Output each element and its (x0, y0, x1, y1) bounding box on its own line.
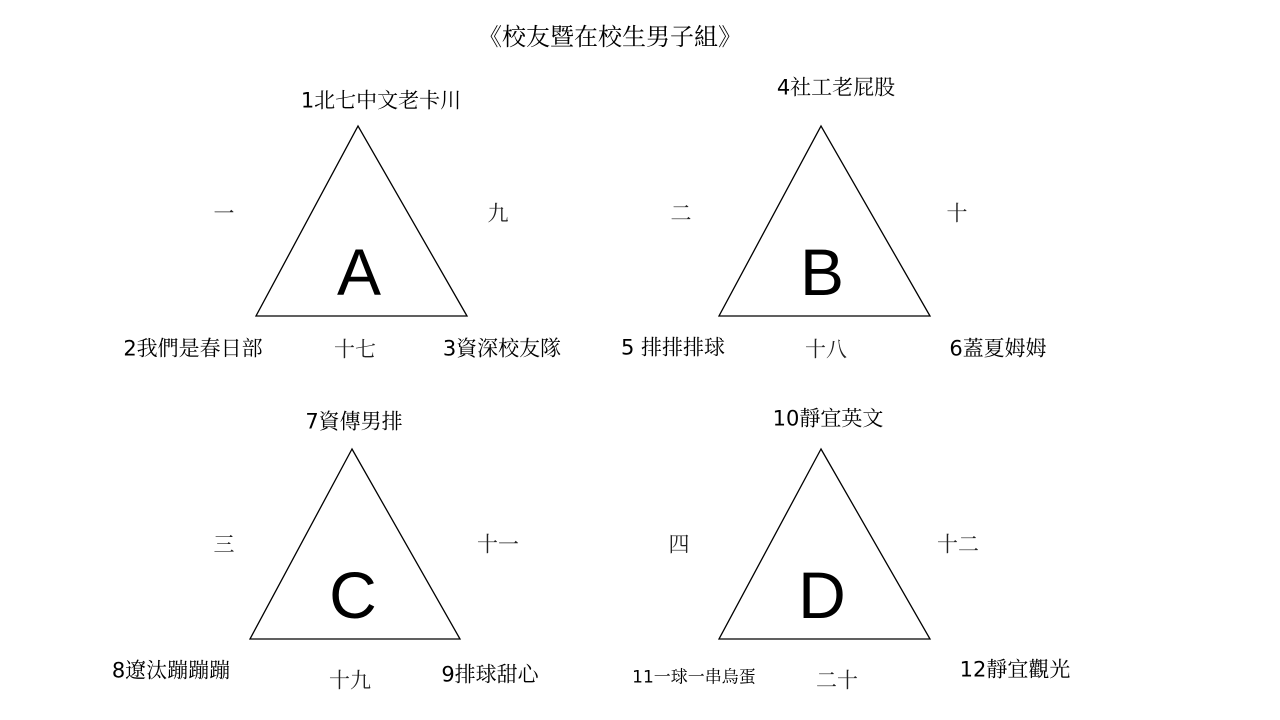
group-d-right-team: 12靜宜觀光 (959, 657, 1071, 682)
group-c-letter: C (329, 558, 377, 632)
group-d-match-right: 十二 (937, 532, 979, 557)
group-d-top-team: 10靜宜英文 (772, 406, 884, 431)
group-c-match-bottom: 十九 (329, 668, 371, 693)
group-b-right-team: 6蓋夏姆姆 (949, 336, 1047, 361)
group-c-match-right: 十一 (477, 532, 519, 557)
group-d-letter: D (798, 558, 846, 632)
page-title: 《校友暨在校生男子組》 (478, 23, 742, 51)
group-a-left-team: 2我們是春日部 (123, 336, 263, 361)
group-c-top-team: 7資傳男排 (305, 409, 403, 434)
group-a-top-team: 1北七中文老卡川 (300, 88, 462, 113)
group-b-match-right: 十 (946, 201, 968, 226)
group-a-match-bottom: 十七 (334, 337, 376, 362)
group-a-right-team: 3資深校友隊 (442, 336, 562, 361)
group-a-match-left: 一 (213, 201, 235, 226)
group-b-left-team: 5 排排排球 (620, 335, 726, 360)
group-d-left-team: 11一球一串烏蛋 (632, 667, 756, 688)
group-b-match-left: 二 (670, 201, 692, 226)
group-c-right-team: 9排球甜心 (441, 662, 539, 687)
group-c-match-left: 三 (213, 532, 235, 557)
group-a-match-right: 九 (487, 201, 509, 226)
group-c-left-team: 8遼汰蹦蹦蹦 (111, 658, 231, 683)
group-b-match-bottom: 十八 (805, 337, 847, 362)
group-b-top-team: 4社工老屁股 (776, 75, 896, 100)
group-a-letter: A (336, 235, 382, 309)
group-b-letter: B (799, 235, 845, 309)
group-d-match-left: 四 (668, 532, 690, 557)
group-d-match-bottom: 二十 (816, 668, 858, 693)
